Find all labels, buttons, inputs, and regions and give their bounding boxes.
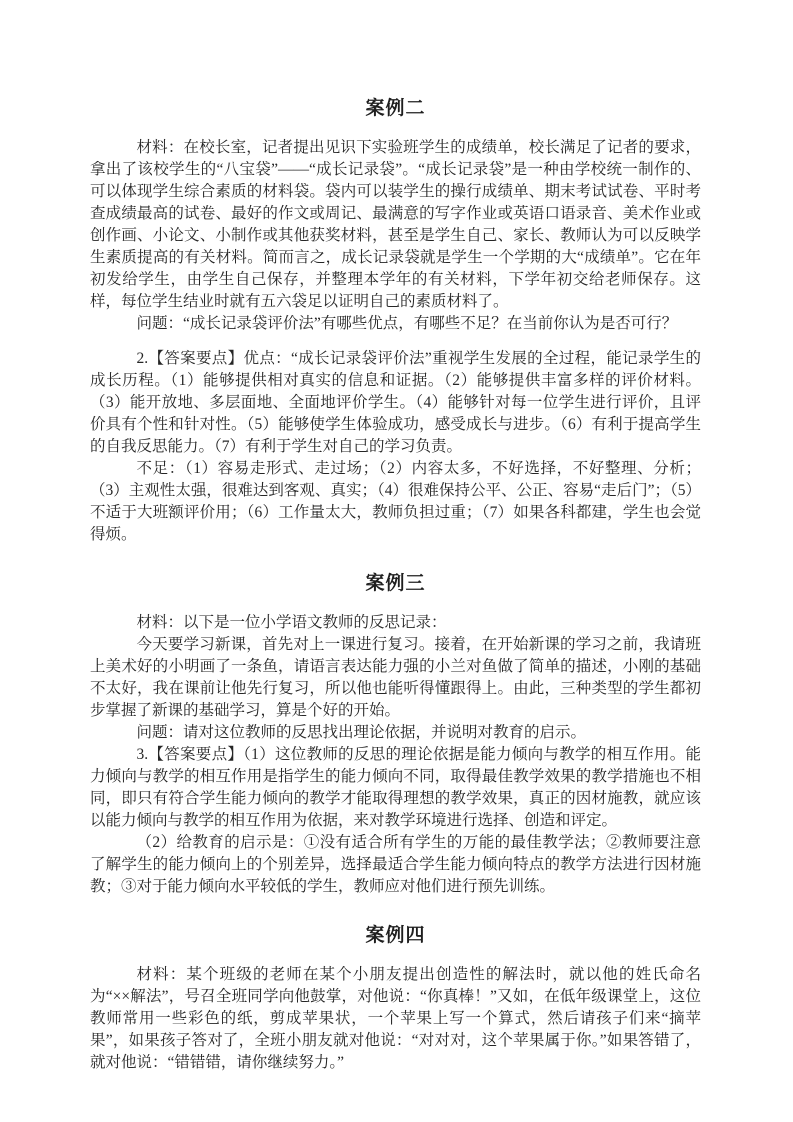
paragraph-answer-implications: （2）给教育的启示是：①没有适合所有学生的万能的最佳教学法；②教师要注意了解学生的能力倾向上的个别差异，选择最适合学生能力倾向特点的教学方法进行因材施教；③对于能力倾向水平较低的学生，教师应对他们进行预先训练。 — [90, 834, 701, 895]
paragraph-answer-points: 3.【答案要点】（1）这位教师的反思的理论依据是能力倾向与教学的相互作用。能力倾向与教学的相互作用是指学生的能力倾向不同，取得最佳教学效果的教学措施也不相同，即只有符合学生能力倾向的教学才能取得理想的教学效果，真正的因材施教，就应该以能力倾向与教学的相互作用为依据，来对教学环境进行选择、创造和评定。 — [90, 746, 701, 829]
paragraph-material: 材料：在校长室，记者提出见识下实验班学生的成绩单，校长满足了记者的要求，拿出了该校学生的“八宝袋”——“成长记录袋”。“成长记录袋”是一种由学校统一制作的、可以体现学生综合素质的材料袋。袋内可以装学生的操行成绩单、期末考试试卷、平时考查成绩最高的试卷、最好的作文或周记、最满意的写字作业或英语口语录音、美术作业或创作画、小论文、小制作或其他获奖材料，甚至是学生自己、家长、教师认为可以反映学生素质提高的有关材料。简而言之，成长记录袋就是学生一个学期的大“成绩单”。它在年初发给学生，由学生自己保存，并整理本学年的有关材料，下学年初交给老师保存。这样，每位学生结业时就有五六袋足以证明自己的素质材料了。 — [90, 139, 701, 310]
paragraph-shortcomings: 不足：（1）容易走形式、走过场；（2）内容太多，不好选择，不好整理、分析；（3）主观性太强，很难达到客观、真实；（4）很难保持公平、公正、容易“走后门”；（5）不适于大班额评价用；（6）工作量太大，教师负担过重；（7）如果各科都建，学生也会觉得烦。 — [90, 460, 701, 543]
section-title-case-four: 案例四 — [365, 925, 426, 946]
paragraph-reflection-record: 今天要学习新课，首先对上一课进行复习。接着，在开始新课的学习之前，我请班上美术好的小明画了一条鱼，请语言表达能力强的小兰对鱼做了简单的描述，小刚的基础不太好，我在课前让他先行复习，所以他也能听得懂跟得上。由此，三种类型的学生都初步掌握了新课的基础学习，算是个好的开始。 — [90, 636, 701, 719]
paragraph-material: 材料：某个班级的老师在某个小朋友提出创造性的解法时，就以他的姓氏命名为“××解法”，号召全班同学向他鼓掌，对他说：“你真棒！”又如，在低年级课堂上，这位教师常用一些彩色的纸，剪成苹果状，一个苹果上写一个算式，然后请孩子们来“摘苹果”，如果孩子答对了，全班小朋友就对他说：“对对对，这个苹果属于你。”如果答错了，就对他说：“错错错，请你继续努力。” — [90, 966, 701, 1071]
paragraph-question: 问题：请对这位教师的反思找出理论依据，并说明对教育的启示。 — [136, 724, 587, 741]
paragraph-question: 问题：“成长记录袋评价法”有哪些优点，有哪些不足？在当前你认为是否可行？ — [136, 315, 678, 332]
paragraph-answer-points: 2.【答案要点】优点：“成长记录袋评价法”重视学生发展的全过程，能记录学生的成长历程。（1）能够提供相对真实的信息和证据。（2）能够提供丰富多样的评价材料。（3）能开放地、多层面地、全面地评价学生。（4）能够针对每一位学生进行评价，且评价具有个性和针对性。（5）能够使学生体验成功，感受成长与进步。（6）有利于提高学生的自我反思能力。（7）有利于学生对自己的学习负责。 — [90, 350, 701, 455]
paragraph-material: 材料：以下是一位小学语文教师的反思记录： — [136, 614, 447, 631]
case-section-four — [90, 923, 701, 1074]
section-title-case-three: 案例三 — [365, 573, 426, 594]
case-section-three — [90, 571, 701, 898]
section-title-case-two: 案例二 — [365, 98, 426, 119]
case-section-two — [90, 96, 701, 546]
